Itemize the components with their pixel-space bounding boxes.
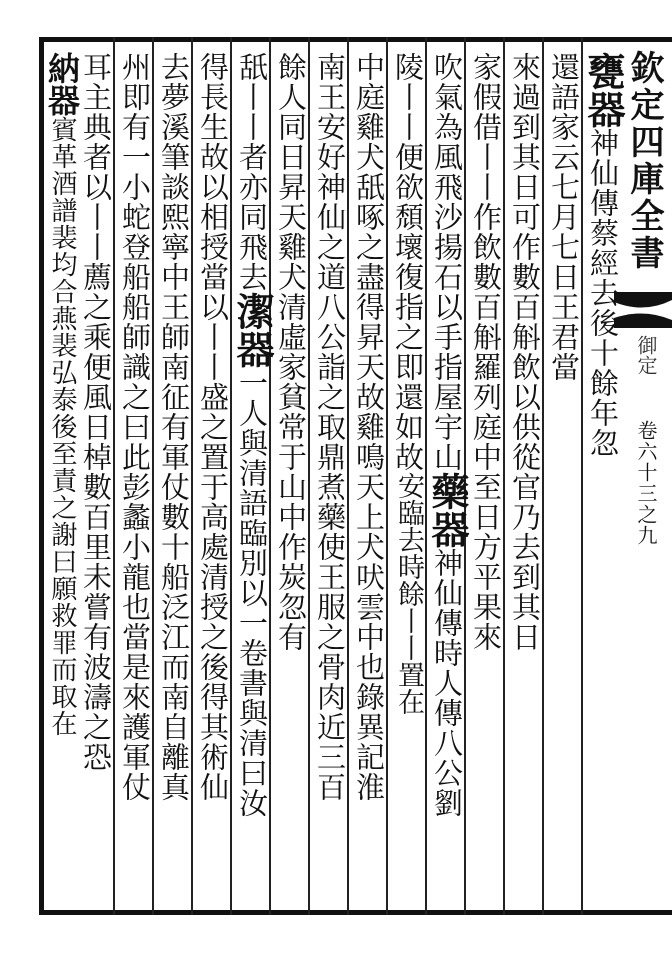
text-column-6 [387, 52, 429, 897]
column-text: 清虛家貧常于山中作炭忽有 [274, 292, 308, 652]
column-text: 還語家云七月七日王君當 [547, 52, 581, 382]
text-column-15 [43, 52, 81, 897]
text-column-12 [153, 52, 195, 897]
entry-heading: 納器 [43, 52, 81, 116]
text-column-8 [309, 52, 351, 897]
column-text: 家假借丨丨作飲數百斛羅列庭中至日方平果來 [469, 52, 503, 652]
column-text: 耳主典者以丨丨薦之乘便風日棹數百里未嘗有波濤之恐 [79, 52, 113, 772]
entry-heading: 潔器 [230, 292, 275, 368]
column-text: 一人與清語臨別以一卷書與清曰汝 [235, 368, 269, 818]
text-column-1 [582, 52, 624, 897]
column-text: 神仙傳時人傳八公劉 [430, 548, 464, 818]
column-text: 南王安好神仙之道八公詣之取鼎煮藥使王服之骨肉近三百 [313, 52, 347, 802]
text-column-10 [231, 52, 273, 897]
column-text: 餘人同日昇天雞犬 [274, 52, 308, 292]
book-title: 欽定四庫全書 [624, 50, 664, 272]
text-column-3 [504, 52, 546, 897]
text-column-5 [426, 52, 468, 897]
column-text: 舐丨丨者亦同飛去 [235, 52, 269, 292]
text-column-2 [543, 52, 585, 897]
column-text: 神仙傳蔡經去後十餘年忽 [586, 128, 620, 458]
text-column-11 [192, 52, 234, 897]
column-text: 去夢溪筆談熙寧中王師南征有軍仗數十船泛江而南自離真 [157, 52, 191, 802]
juan-label: 卷六十三之九 [634, 420, 658, 546]
column-text: 賓革酒譜裴均合燕裴弘泰後至責之謝曰願救罪而取在 [47, 116, 77, 737]
column-text: 得長生故以相授當以丨丨盛之置于高處清授之後得其術仙 [196, 52, 230, 802]
entry-heading: 甕器 [581, 52, 626, 128]
column-text: 吹氣為風飛沙揚石以手指屋宇山 [430, 52, 464, 472]
column-text: 中庭雞犬舐啄之盡得昇天故雞鳴天上犬吠雲中也錄異記淮 [352, 52, 386, 802]
entry-heading: 藥器 [425, 472, 470, 548]
text-column-7 [348, 52, 390, 897]
text-column-4 [465, 52, 507, 897]
book-mark: 御定 [634, 335, 658, 375]
column-text: 州即有一小蛇登船船師識之曰此彭蠡小龍也當是來護軍仗 [118, 52, 152, 802]
text-column-9 [270, 52, 312, 897]
column-text: 陵丨丨便欲頹壞復指之即還如故 [391, 52, 425, 472]
text-column-13 [114, 52, 156, 897]
column-text: 安臨去時餘丨丨置在 [393, 472, 424, 715]
column-text: 來過到其日可作數百斛飲以供從官乃去到其日 [508, 52, 542, 652]
text-column-14 [75, 52, 117, 897]
